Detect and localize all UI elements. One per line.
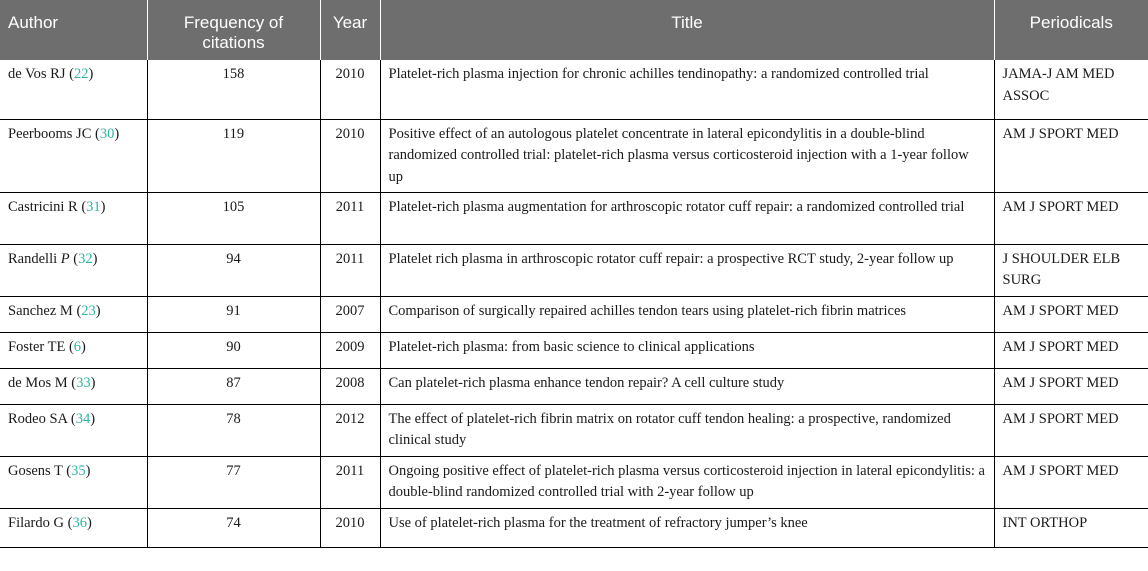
table-row: [0, 332, 1148, 368]
cell-periodical: AM J SPORT MED: [994, 192, 1148, 244]
reference-link[interactable]: 22: [73, 66, 89, 82]
cell-title: Platelet-rich plasma: from basic science to clinical applications: [380, 332, 994, 368]
cell-frequency: 94: [147, 244, 320, 296]
cell-year: 2007: [320, 296, 380, 332]
cell-frequency: 119: [147, 119, 320, 192]
author-name: Randelli: [8, 250, 58, 267]
cell-author: Randelli P (32): [0, 244, 147, 296]
cell-title: Platelet-rich plasma injection for chronic achilles tendinopathy: a randomized controlled trial: [380, 60, 994, 119]
cell-frequency: 87: [147, 368, 320, 404]
table-row: [0, 244, 1148, 296]
reference-link[interactable]: 30: [99, 125, 115, 142]
author-initial: P: [60, 250, 70, 267]
cell-periodical: INT ORTHOP: [994, 508, 1148, 547]
author-name: Gosens T: [8, 462, 63, 479]
cell-frequency: 78: [147, 404, 320, 456]
reference-link[interactable]: 33: [76, 374, 91, 391]
author-name: Foster TE: [8, 338, 66, 355]
author-name: Filardo G: [8, 514, 64, 531]
table-row: [0, 508, 1148, 547]
cell-periodical: JAMA-J AM MED ASSOC: [994, 60, 1148, 119]
cell-author: Peerbooms JC (30): [0, 119, 147, 192]
cell-periodical: AM J SPORT MED: [994, 296, 1148, 332]
reference-link[interactable]: 31: [86, 198, 101, 215]
reference-link[interactable]: 23: [81, 302, 96, 319]
cell-author: Rodeo SA (34): [0, 404, 147, 456]
header-author: Author: [0, 0, 147, 60]
cell-author: Gosens T (35): [0, 456, 147, 508]
cell-title: Ongoing positive effect of platelet-rich plasma versus corticosteroid injection in lateral epicondylitis: a double-blind randomized controlled trial with 2-year follow up: [380, 456, 994, 508]
cell-year: 2011: [320, 192, 380, 244]
table-row: [0, 60, 1148, 119]
cell-frequency: 90: [147, 332, 320, 368]
author-name: Rodeo SA: [8, 410, 68, 427]
cell-periodical: AM J SPORT MED: [994, 332, 1148, 368]
author-name: Peerbooms JC: [8, 125, 92, 142]
cell-author: Filardo G (36): [0, 508, 147, 547]
table-row: [0, 368, 1148, 404]
cell-title: Positive effect of an autologous platelet concentrate in lateral epicondylitis in a double-blind randomized controlled trial: platelet-rich plasma versus corticosteroid injection with a 1-year follow up: [380, 119, 994, 192]
table-row: [0, 296, 1148, 332]
cell-frequency: 105: [147, 192, 320, 244]
cell-author: Foster TE (6): [0, 332, 147, 368]
table-row: [0, 119, 1148, 192]
cell-author: Castricini R (31): [0, 192, 147, 244]
table-body: [0, 60, 1148, 547]
cell-year: 2010: [320, 508, 380, 547]
cell-frequency: 158: [147, 60, 320, 119]
cell-year: 2011: [320, 244, 380, 296]
cell-periodical: AM J SPORT MED: [994, 456, 1148, 508]
cell-frequency: 77: [147, 456, 320, 508]
cell-year: 2010: [320, 119, 380, 192]
author-name: de Vos RJ: [8, 66, 66, 82]
cell-title: Platelet rich plasma in arthroscopic rotator cuff repair: a prospective RCT study, 2-year follow up: [380, 244, 994, 296]
cell-periodical: AM J SPORT MED: [994, 119, 1148, 192]
cell-year: 2011: [320, 456, 380, 508]
cell-frequency: 91: [147, 296, 320, 332]
cell-title: Platelet-rich plasma augmentation for arthroscopic rotator cuff repair: a randomized controlled trial: [380, 192, 994, 244]
table-row: [0, 192, 1148, 244]
cell-author: de Vos RJ (22): [0, 60, 147, 119]
cell-periodical: AM J SPORT MED: [994, 368, 1148, 404]
header-periodicals: Periodicals: [994, 0, 1148, 60]
cell-periodical: AM J SPORT MED: [994, 404, 1148, 456]
author-name: Sanchez M: [8, 302, 73, 319]
cell-author: de Mos M (33): [0, 368, 147, 404]
cell-title: Use of platelet-rich plasma for the treatment of refractory jumper’s knee: [380, 508, 994, 547]
author-name: Castricini R: [8, 198, 78, 215]
table-row: [0, 456, 1148, 508]
reference-link[interactable]: 34: [75, 410, 91, 427]
header-title: Title: [380, 0, 994, 60]
reference-link[interactable]: 35: [71, 462, 86, 479]
cell-year: 2012: [320, 404, 380, 456]
cell-title: Comparison of surgically repaired achilles tendon tears using platelet-rich fibrin matrices: [380, 296, 994, 332]
author-name: de Mos M: [8, 374, 68, 391]
header-year: Year: [320, 0, 380, 60]
cell-periodical: J SHOULDER ELB SURG: [994, 244, 1148, 296]
header-row: [0, 0, 1148, 60]
reference-link[interactable]: 36: [72, 514, 87, 531]
reference-link[interactable]: 6: [73, 338, 82, 355]
cell-author: Sanchez M (23): [0, 296, 147, 332]
table-header: [0, 0, 1148, 60]
cell-year: 2009: [320, 332, 380, 368]
cell-year: 2008: [320, 368, 380, 404]
cell-title: Can platelet-rich plasma enhance tendon repair? A cell culture study: [380, 368, 994, 404]
cell-frequency: 74: [147, 508, 320, 547]
table-row: [0, 404, 1148, 456]
cell-title: The effect of platelet-rich fibrin matrix on rotator cuff tendon healing: a prospective, randomized clinical study: [380, 404, 994, 456]
header-frequency: Frequency of citations: [147, 0, 320, 60]
cell-year: 2010: [320, 60, 380, 119]
reference-link[interactable]: 32: [78, 250, 93, 267]
